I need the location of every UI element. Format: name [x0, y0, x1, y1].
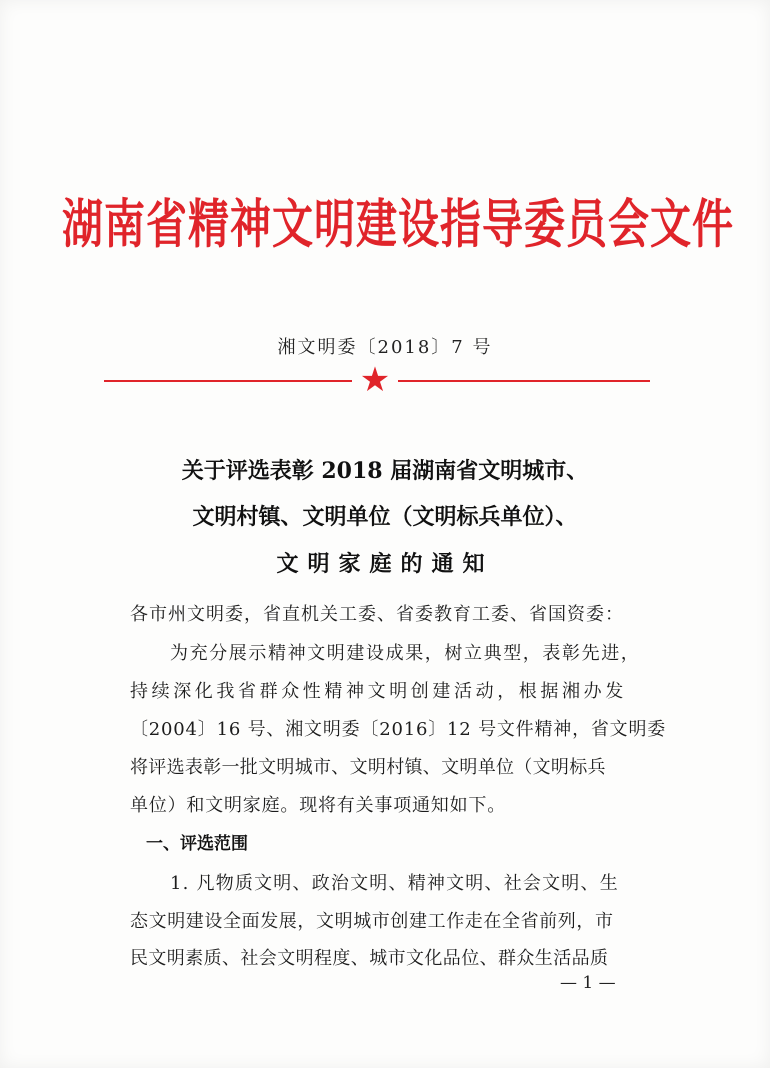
section-1-line-1: 1. 凡物质文明、政治文明、精神文明、社会文明、生	[170, 873, 619, 894]
page-number: — 1 —	[560, 973, 616, 993]
issuing-org-title: 湖南省精神文明建设指导委员会文件	[62, 193, 734, 255]
section-1-heading: 一、评选范围	[146, 834, 248, 854]
intro-line-4: 将评选表彰一批文明城市、文明村镇、文明单位（文明标兵	[130, 757, 606, 778]
section-1-line-3: 民文明素质、社会文明程度、城市文化品位、群众生活品质	[130, 948, 609, 969]
recipients-line: 各市州文明委，省直机关工委、省委教育工委、省国资委：	[130, 604, 624, 625]
notice-title-line-1: 关于评选表彰 2018 届湖南省文明城市、	[181, 458, 589, 484]
header-rule-right	[398, 380, 650, 382]
intro-line-5: 单位）和文明家庭。现将有关事项通知如下。	[130, 795, 506, 816]
intro-line-1: 为充分展示精神文明建设成果，树立典型，表彰先进，	[170, 643, 641, 664]
intro-line-3: 〔2004〕16 号、湘文明委〔2016〕12 号文件精神，省文明委	[130, 719, 667, 740]
document-number: 湘文明委〔2018〕7 号	[277, 337, 493, 358]
intro-line-2: 持续深化我省群众性精神文明创建活动，根据湘办发	[130, 681, 627, 702]
notice-title-line-3: 文明家庭的通知	[276, 551, 494, 577]
notice-title-line-2: 文明村镇、文明单位（文明标兵单位）、	[192, 504, 578, 530]
header-rule-left	[104, 380, 352, 382]
section-1-line-2: 态文明建设全面发展，文明城市创建工作走在全省前列，市	[130, 911, 614, 932]
star-icon: ★	[359, 360, 391, 400]
